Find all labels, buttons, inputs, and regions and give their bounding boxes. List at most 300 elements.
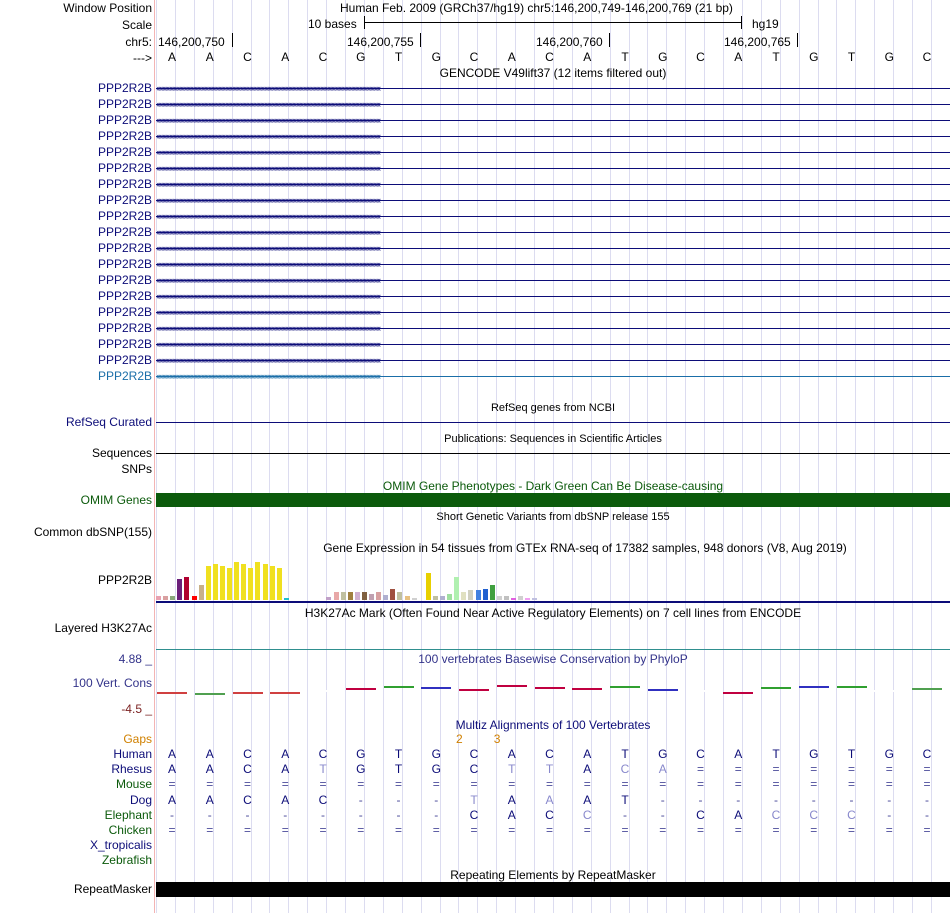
phylop-score-mark[interactable]: [912, 688, 942, 693]
aligned-base: C: [809, 807, 819, 822]
aligned-base: A: [167, 762, 176, 777]
phylop-score-mark[interactable]: [384, 686, 414, 691]
reference-base[interactable]: C: [696, 50, 705, 64]
aligned-base: =: [583, 777, 591, 792]
aligned-base: =: [357, 823, 365, 837]
transcript-line: [156, 104, 950, 105]
gtex-title: Gene Expression in 54 tissues from GTEx RNA-seq of 17382 samples, 948 donors (V8, Aug 2019): [323, 541, 847, 555]
transcript-line: [156, 280, 950, 281]
aligned-base: G: [884, 747, 894, 761]
window-position-value[interactable]: Human Feb. 2009 (GRCh37/hg19) chr5:146,200,749-146,200,769 (21 bp): [340, 1, 733, 15]
aligned-base: G: [356, 747, 366, 761]
reference-base[interactable]: A: [583, 50, 592, 64]
gtex-tissue-bar[interactable]: [383, 595, 388, 600]
aligned-base: =: [168, 777, 176, 792]
aligned-base: C: [318, 747, 328, 761]
repeatmasker-title: Repeating Elements by RepeatMasker: [450, 868, 656, 882]
gtex-tissue-bar[interactable]: [241, 564, 246, 600]
gtex-tissue-bar[interactable]: [199, 585, 204, 600]
gtex-tissue-bar[interactable]: [468, 590, 473, 600]
transcript-line: [156, 360, 950, 361]
phylop-max-label: 4.88 _: [118, 652, 152, 666]
phylop-min-label: -4.5 _: [121, 702, 152, 716]
phylop-score-mark[interactable]: [572, 688, 602, 693]
gencode-gene-label[interactable]: PPP2R2B: [97, 129, 152, 143]
transcript-line: [156, 136, 950, 137]
publications-label[interactable]: Sequences: [91, 446, 152, 460]
aligned-base: G: [658, 747, 668, 761]
aligned-base: =: [432, 777, 440, 792]
gencode-gene-label[interactable]: PPP2R2B: [97, 305, 152, 319]
gtex-tissue-bar[interactable]: [483, 589, 488, 600]
transcript-line: [156, 296, 950, 297]
aligned-base: =: [885, 777, 893, 792]
omim-bar[interactable]: [156, 493, 950, 507]
aligned-base: C: [545, 807, 554, 822]
gtex-tissue-bar[interactable]: [412, 598, 417, 600]
reference-base[interactable]: A: [507, 50, 516, 64]
reference-base[interactable]: A: [167, 50, 176, 64]
aligned-base: C: [696, 807, 705, 822]
phylop-score-mark[interactable]: [610, 686, 640, 691]
coord-4: 146,200,765: [724, 35, 791, 49]
coord-3: 146,200,760: [536, 35, 603, 49]
gencode-transcript[interactable]: [156, 340, 950, 349]
gtex-tissue-bar[interactable]: [447, 594, 452, 600]
aligned-base: -: [925, 807, 929, 822]
gtex-tissue-bar[interactable]: [397, 592, 402, 600]
species-label[interactable]: Mouse: [115, 777, 152, 792]
gtex-tissue-bar[interactable]: [461, 592, 466, 600]
multiz-title: Multiz Alignments of 100 Vertebrates: [455, 718, 651, 732]
gtex-tissue-bar[interactable]: [518, 596, 523, 600]
gencode-transcript[interactable]: [156, 276, 950, 285]
phylop-score-mark[interactable]: [459, 689, 489, 694]
phylop-score-mark[interactable]: [535, 687, 565, 692]
reference-base[interactable]: C: [469, 50, 479, 64]
gencode-gene-label[interactable]: PPP2R2B: [97, 113, 152, 127]
reference-base[interactable]: A: [205, 50, 214, 64]
gencode-transcript[interactable]: [156, 212, 950, 221]
aligned-base: C: [847, 807, 856, 822]
species-label[interactable]: Zebrafish: [101, 853, 152, 868]
gencode-gene-label[interactable]: PPP2R2B: [97, 193, 152, 207]
aligned-base: =: [847, 777, 855, 792]
gencode-gene-label[interactable]: PPP2R2B: [97, 241, 152, 255]
aligned-base: =: [508, 777, 516, 792]
aligned-base: =: [168, 823, 176, 837]
species-label[interactable]: Dog: [129, 792, 152, 807]
gtex-tissue-bar[interactable]: [270, 566, 275, 600]
gencode-gene-label[interactable]: PPP2R2B: [97, 273, 152, 287]
reference-base[interactable]: T: [621, 50, 629, 64]
aligned-base: -: [358, 792, 363, 807]
aligned-base: -: [434, 792, 439, 807]
gtex-tissue-bar[interactable]: [227, 568, 232, 600]
gencode-transcript[interactable]: [156, 180, 950, 189]
aligned-base: =: [470, 823, 478, 837]
aligned-base: =: [621, 823, 629, 837]
gtex-tissue-bar[interactable]: [348, 592, 353, 600]
gtex-tissue-bar[interactable]: [255, 562, 260, 600]
aligned-base: =: [394, 777, 402, 792]
gtex-tissue-bar[interactable]: [170, 596, 175, 600]
aligned-base: C: [696, 747, 705, 761]
aligned-base: T: [394, 762, 403, 777]
transcript-line: [156, 184, 950, 185]
aligned-base: =: [659, 777, 667, 792]
aligned-base: -: [849, 792, 854, 807]
gtex-tissue-bar[interactable]: [497, 596, 502, 600]
repeatmasker-label[interactable]: RepeatMasker: [73, 882, 152, 896]
phylop-score-mark[interactable]: [648, 689, 678, 694]
aligned-base: =: [847, 823, 855, 837]
gencode-gene-label[interactable]: PPP2R2B: [97, 145, 152, 159]
strand-label: --->: [133, 51, 152, 65]
phylop-score-mark[interactable]: [233, 692, 263, 697]
phylop-score-mark[interactable]: [723, 692, 753, 697]
gencode-transcript[interactable]: [156, 292, 950, 301]
aligned-base: =: [885, 762, 893, 777]
refseq-line[interactable]: [156, 422, 950, 423]
gencode-transcript[interactable]: [156, 84, 950, 93]
gencode-transcript[interactable]: [156, 260, 950, 269]
aligned-base: =: [394, 823, 402, 837]
gtex-tissue-bar[interactable]: [156, 596, 161, 600]
gtex-tissue-bar[interactable]: [220, 566, 225, 600]
aligned-base: -: [887, 792, 892, 807]
aligned-base: C: [469, 762, 479, 777]
phylop-score-mark[interactable]: [195, 693, 225, 698]
coord-2: 146,200,755: [347, 35, 414, 49]
aligned-base: =: [734, 762, 742, 777]
aligned-base: T: [394, 747, 403, 761]
aligned-base: -: [396, 792, 401, 807]
gtex-tissue-bar[interactable]: [376, 592, 381, 600]
gencode-transcript[interactable]: [156, 308, 950, 317]
aligned-base: =: [470, 777, 478, 792]
species-label[interactable]: Elephant: [104, 807, 152, 822]
aligned-base: A: [734, 807, 743, 822]
aligned-base: =: [319, 777, 327, 792]
aligned-base: =: [659, 823, 667, 837]
gtex-tissue-bar[interactable]: [433, 596, 438, 600]
gap-marker[interactable]: 3: [493, 732, 501, 746]
aligned-base: =: [696, 762, 704, 777]
gtex-tissue-bar[interactable]: [206, 566, 211, 600]
gtex-tissue-bar[interactable]: [326, 597, 331, 600]
gtex-tissue-bar[interactable]: [163, 596, 168, 600]
gtex-tissue-bar[interactable]: [426, 573, 431, 600]
reference-base[interactable]: A: [734, 50, 743, 64]
gtex-tissue-bar[interactable]: [341, 592, 346, 600]
gencode-gene-label[interactable]: PPP2R2B: [97, 321, 152, 335]
gencode-transcript[interactable]: [156, 132, 950, 141]
transcript-line: [156, 152, 950, 153]
aligned-base: A: [507, 792, 516, 807]
gtex-tissue-bar[interactable]: [355, 592, 360, 600]
coord-tick: [420, 33, 421, 47]
aligned-base: C: [771, 807, 781, 822]
aligned-base: A: [281, 792, 290, 807]
gencode-gene-label[interactable]: PPP2R2B: [97, 337, 152, 351]
transcript-line: [156, 264, 950, 265]
aligned-base: =: [206, 777, 214, 792]
aligned-base: C: [243, 762, 252, 777]
reference-base[interactable]: C: [545, 50, 554, 64]
aligned-base: =: [583, 823, 591, 837]
gtex-tissue-bar[interactable]: [213, 564, 218, 600]
publications-line[interactable]: [156, 453, 950, 454]
gencode-transcript[interactable]: [156, 164, 950, 173]
aligned-base: =: [847, 762, 855, 777]
species-label[interactable]: Chicken: [108, 823, 152, 837]
reference-base[interactable]: C: [243, 50, 252, 64]
publications-title: Publications: Sequences in Scientific Articles: [444, 433, 662, 445]
aligned-base: =: [696, 777, 704, 792]
gtex-gene-line: [156, 601, 950, 603]
phylop-score-mark[interactable]: [497, 685, 527, 690]
aligned-base: A: [583, 792, 592, 807]
aligned-base: -: [170, 807, 174, 822]
aligned-base: T: [621, 747, 629, 761]
phylop-score-mark[interactable]: [308, 690, 338, 695]
aligned-base: =: [206, 823, 214, 837]
aligned-base: -: [736, 792, 741, 807]
aligned-base: C: [582, 807, 592, 822]
gencode-transcript[interactable]: [156, 244, 950, 253]
gtex-tissue-bar[interactable]: [504, 596, 509, 600]
aligned-base: =: [508, 823, 516, 837]
gtex-label[interactable]: PPP2R2B: [97, 573, 152, 587]
scale-tick-right: [741, 16, 742, 29]
phylop-score-mark[interactable]: [799, 686, 829, 691]
phylop-score-mark[interactable]: [874, 690, 904, 695]
aligned-base: -: [321, 807, 325, 822]
gencode-transcript[interactable]: [156, 116, 950, 125]
aligned-base: C: [469, 807, 479, 822]
gencode-gene-label[interactable]: PPP2R2B: [97, 97, 152, 111]
aligned-base: -: [698, 792, 703, 807]
transcript-line: [156, 200, 950, 201]
aligned-base: C: [620, 762, 630, 777]
aligned-base: -: [396, 807, 401, 822]
gtex-tissue-bar[interactable]: [192, 596, 197, 600]
gencode-transcript[interactable]: [156, 324, 950, 333]
phylop-score-mark[interactable]: [761, 687, 791, 692]
aligned-base: =: [734, 823, 742, 837]
aligned-base: C: [243, 792, 252, 807]
aligned-base: =: [432, 823, 440, 837]
aligned-base: =: [810, 823, 818, 837]
gtex-tissue-bar[interactable]: [177, 579, 182, 600]
aligned-base: =: [545, 823, 553, 837]
reference-base[interactable]: G: [431, 50, 441, 64]
reference-base[interactable]: G: [809, 50, 819, 64]
aligned-base: =: [545, 777, 553, 792]
phylop-score-mark[interactable]: [270, 692, 300, 697]
gtex-tissue-bar[interactable]: [277, 568, 282, 600]
transcript-line: [156, 232, 950, 233]
coord-tick: [232, 33, 233, 47]
aligned-base: =: [772, 823, 780, 837]
gencode-transcript[interactable]: [156, 100, 950, 109]
gtex-tissue-bar[interactable]: [263, 564, 268, 600]
reference-base[interactable]: G: [658, 50, 668, 64]
reference-base[interactable]: C: [922, 50, 932, 64]
coord-tick: [609, 33, 610, 47]
gencode-transcript[interactable]: [156, 356, 950, 365]
phylop-score-mark[interactable]: [157, 692, 187, 697]
gtex-tissue-bar[interactable]: [184, 577, 189, 600]
gaps-label: Gaps: [123, 732, 152, 746]
transcript-line: [156, 376, 950, 377]
gencode-gene-label[interactable]: PPP2R2B: [97, 225, 152, 239]
aligned-base: -: [358, 807, 363, 822]
aligned-base: =: [281, 823, 289, 837]
snps-label[interactable]: SNPs: [121, 462, 152, 476]
omim-title: OMIM Gene Phenotypes - Dark Green Can Be Disease-causing: [382, 479, 724, 493]
aligned-base: T: [319, 762, 327, 777]
phylop-label[interactable]: 100 Vert. Cons: [72, 676, 152, 690]
gtex-tissue-bar[interactable]: [454, 577, 459, 600]
gtex-tissue-bar[interactable]: [525, 598, 530, 600]
scale-label: Scale: [121, 18, 152, 32]
gtex-tissue-bar[interactable]: [405, 596, 410, 600]
reference-base[interactable]: A: [281, 50, 290, 64]
transcript-line: [156, 312, 950, 313]
gencode-gene-label[interactable]: PPP2R2B: [97, 353, 152, 367]
aligned-base: =: [923, 823, 931, 837]
aligned-base: -: [245, 807, 250, 822]
aligned-base: -: [623, 807, 627, 822]
phylop-title: 100 vertebrates Basewise Conservation by PhyloP: [418, 652, 688, 666]
h3k27ac-baseline: [156, 649, 950, 650]
aligned-base: =: [772, 762, 780, 777]
gtex-tissue-bar[interactable]: [284, 598, 289, 600]
aligned-base: A: [281, 762, 290, 777]
gencode-transcript[interactable]: [156, 148, 950, 157]
aligned-base: C: [318, 792, 328, 807]
aligned-base: -: [887, 807, 892, 822]
aligned-base: -: [925, 792, 929, 807]
gtex-tissue-bar[interactable]: [334, 592, 339, 600]
refseq-label[interactable]: RefSeq Curated: [65, 415, 152, 429]
aligned-base: C: [243, 747, 252, 761]
aligned-base: =: [810, 762, 818, 777]
aligned-base: -: [283, 807, 288, 822]
dbsnp-label[interactable]: Common dbSNP(155): [33, 525, 152, 539]
gencode-gene-label[interactable]: PPP2R2B: [97, 257, 152, 271]
reference-base[interactable]: G: [356, 50, 366, 64]
transcript-line: [156, 88, 950, 89]
aligned-base: -: [660, 792, 665, 807]
gencode-gene-label[interactable]: PPP2R2B: [97, 369, 152, 383]
aligned-base: G: [431, 762, 441, 777]
reference-base[interactable]: T: [394, 50, 403, 64]
aligned-base: A: [281, 747, 290, 761]
species-label[interactable]: Rhesus: [111, 762, 152, 777]
aligned-base: T: [545, 762, 554, 777]
aligned-base: A: [205, 747, 214, 761]
repeatmasker-bar[interactable]: [156, 882, 950, 897]
aligned-base: =: [357, 777, 365, 792]
scale-db: hg19: [752, 17, 779, 31]
coord-tick: [797, 33, 798, 47]
gencode-transcript[interactable]: [156, 196, 950, 205]
aligned-base: =: [734, 777, 742, 792]
gencode-transcript[interactable]: [156, 372, 950, 381]
species-label[interactable]: X_tropicalis: [89, 838, 152, 853]
aligned-base: A: [583, 747, 592, 761]
gtex-tissue-bar[interactable]: [511, 598, 516, 600]
gtex-tissue-bar[interactable]: [440, 596, 445, 600]
gtex-tissue-bar[interactable]: [369, 594, 374, 600]
aligned-base: -: [811, 792, 816, 807]
aligned-base: =: [772, 777, 780, 792]
aligned-base: A: [545, 792, 554, 807]
species-label[interactable]: Human: [113, 747, 152, 761]
phylop-score-mark[interactable]: [421, 687, 451, 692]
phylop-score-mark[interactable]: [346, 688, 376, 693]
track-separator: [154, 0, 155, 913]
gtex-tissue-bar[interactable]: [362, 592, 367, 600]
gencode-gene-label[interactable]: PPP2R2B: [97, 289, 152, 303]
aligned-base: -: [660, 807, 665, 822]
scale-value: 10 bases: [308, 17, 357, 31]
aligned-base: T: [847, 747, 856, 761]
transcript-line: [156, 248, 950, 249]
gtex-tissue-bar[interactable]: [248, 568, 253, 600]
reference-base[interactable]: G: [884, 50, 894, 64]
gtex-tissue-bar[interactable]: [390, 589, 395, 600]
gap-marker[interactable]: 2: [456, 732, 463, 746]
gencode-gene-label[interactable]: PPP2R2B: [97, 161, 152, 175]
transcript-line: [156, 216, 950, 217]
aligned-base: A: [205, 792, 214, 807]
window-position-label: Window Position: [63, 1, 152, 15]
phylop-score-mark[interactable]: [837, 686, 867, 691]
gencode-title: GENCODE V49lift37 (12 items filtered out): [439, 66, 667, 80]
aligned-base: C: [469, 747, 479, 761]
gencode-transcript[interactable]: [156, 228, 950, 237]
aligned-base: =: [243, 777, 251, 792]
refseq-title: RefSeq genes from NCBI: [490, 402, 616, 414]
gencode-gene-label[interactable]: PPP2R2B: [97, 209, 152, 223]
reference-base[interactable]: C: [318, 50, 328, 64]
aligned-base: =: [243, 823, 251, 837]
gtex-tissue-bar[interactable]: [532, 598, 537, 600]
aligned-base: =: [281, 777, 289, 792]
gtex-tissue-bar[interactable]: [476, 590, 481, 600]
coord-1: 146,200,750: [158, 35, 225, 49]
phylop-score-mark[interactable]: [686, 690, 716, 695]
gtex-tissue-bar[interactable]: [234, 562, 239, 600]
reference-base[interactable]: T: [847, 50, 856, 64]
aligned-base: A: [658, 762, 667, 777]
aligned-base: C: [922, 747, 932, 761]
aligned-base: T: [772, 747, 780, 761]
gtex-tissue-bar[interactable]: [490, 585, 495, 600]
gencode-gene-label[interactable]: PPP2R2B: [97, 177, 152, 191]
omim-label[interactable]: OMIM Genes: [80, 493, 152, 507]
reference-base[interactable]: T: [772, 50, 780, 64]
aligned-base: G: [431, 747, 441, 761]
h3k27ac-label[interactable]: Layered H3K27Ac: [54, 621, 152, 635]
transcript-line: [156, 328, 950, 329]
aligned-base: T: [508, 762, 516, 777]
gencode-gene-label[interactable]: PPP2R2B: [97, 81, 152, 95]
